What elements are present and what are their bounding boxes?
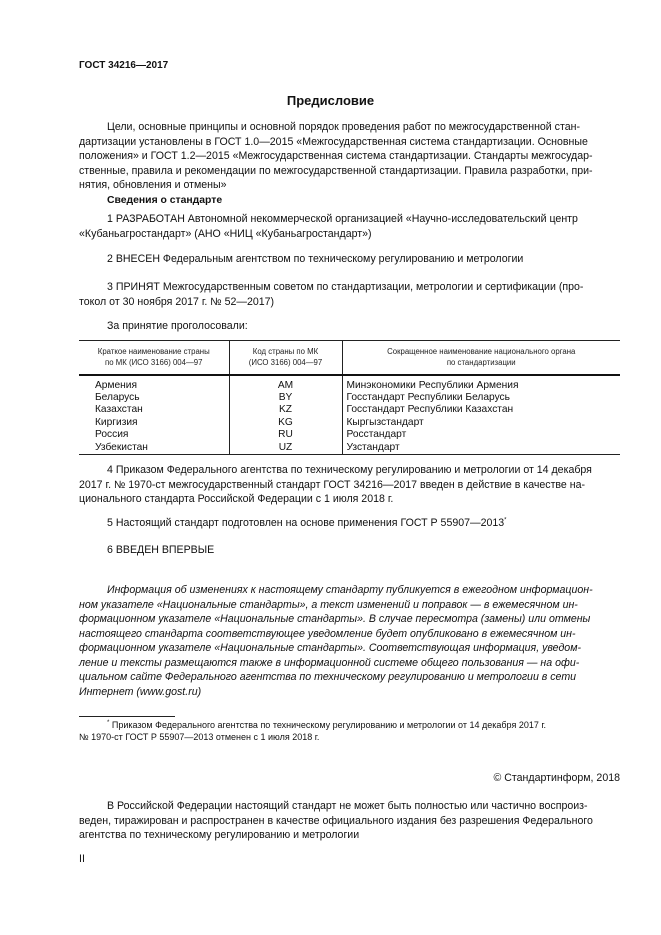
body-cell: Госстандарт Республики Казахстан [342, 404, 620, 416]
country-cell: Киргизия [95, 416, 138, 428]
code-cell: BY [229, 392, 342, 404]
intro-paragraph [79, 120, 620, 193]
item-3-line: 3 ПРИНЯТ Межгосударственным советом по стандартизации, метрологии и сертификации (про- [107, 281, 584, 293]
table-row [79, 429, 620, 441]
intro-line: нятия, обновления и отмены» [79, 179, 227, 191]
voting-table [79, 340, 620, 455]
rights-line: В Российской Федерации настоящий стандарт не может быть полностью или частично воспроиз- [107, 800, 588, 812]
notice-line: формационном указателе «Национальные стандарты». Соответствующая информация, уведом- [79, 642, 581, 654]
intro-line: ственные, правила и рекомендации по межгосударственной стандартизации. Правила разработки, при- [79, 164, 593, 177]
footnote-reference-mark[interactable]: * [504, 517, 507, 524]
country-cell: Беларусь [95, 391, 140, 403]
country-cell: Россия [95, 429, 129, 441]
code-cell: UZ [229, 442, 342, 455]
notice-line: формационном указателе «Национальные стандарты». В случае пересмотра (замены) или отмены [79, 613, 591, 625]
header-line: Сокращенное наименование национального органа [387, 347, 576, 357]
header-country-name [79, 341, 229, 375]
notice-line: Информация об изменениях к настоящему стандарту публикуется в ежегодном информацион- [107, 584, 593, 596]
change-notice-paragraph [79, 583, 620, 699]
body-cell: Минэкономики Республики Армения [342, 375, 620, 392]
intro-line: дартизации установлены в ГОСТ 1.0—2015 «Межгосударственная система стандартизации. Основные [79, 135, 588, 148]
notice-line: Интернет (www.gost.ru) [79, 685, 202, 698]
intro-line: положения» и ГОСТ 1.2—2015 «Межгосударственная система стандартизации. Стандарты межгосудар- [79, 150, 593, 162]
page-title: Предисловие [286, 93, 375, 108]
item-3-line: токол от 30 ноября 2017 г. № 52—2017) [79, 295, 275, 308]
code-cell: KZ [229, 404, 342, 416]
country-cell: Казахстан [95, 404, 143, 416]
country-cell: Узбекистан [79, 442, 229, 455]
notice-line: циальном сайте Федерального агентства по техническому регулированию и метрологии в сети [79, 671, 577, 683]
document-code-header: ГОСТ 34216—2017 [79, 60, 169, 71]
table-row [79, 417, 620, 429]
item-4-paragraph [79, 463, 620, 507]
item-4-line: 4 Приказом Федерального агентства по техническому регулированию и метрологии от 14 декабря [107, 464, 592, 476]
header-national-body [342, 341, 620, 375]
table-row [79, 404, 620, 416]
table-row [79, 442, 620, 455]
table-header-row [79, 341, 620, 375]
header-line: Краткое наименование страны [97, 347, 210, 357]
item-3-paragraph [79, 280, 620, 309]
item-1-line: 1 РАЗРАБОТАН Автономной некоммерческой организацией «Научно-исследовательский центр [107, 213, 578, 225]
notice-line: ление и тексты размещаются также в информационной системе общего пользования — на офи- [79, 656, 580, 669]
header-line: (ИСО 3166) 004—97 [248, 358, 323, 368]
header-line: по стандартизации [446, 358, 516, 368]
info-heading: Сведения о стандарте [107, 195, 223, 206]
table-row [79, 375, 620, 392]
header-line: по МК (ИСО 3166) 004—97 [105, 358, 203, 368]
item-2-paragraph: 2 ВНЕСЕН Федеральным агентством по техническому регулированию и метрологии [107, 253, 524, 265]
item-1-line: «Кубаньагростандарт» (АНО «НИЦ «Кубаньагростандарт») [79, 227, 372, 240]
footnote-text: Приказом Федерального агентства по техническому регулированию и метрологии от 14 декабря 2017 г. [111, 720, 547, 730]
footnote [79, 719, 620, 743]
voted-label: За принятие проголосовали: [107, 320, 248, 332]
footnote-line: № 1970-ст ГОСТ Р 55907—2013 отменен с 1 июля 2018 г. [79, 732, 320, 742]
footnote-line [79, 719, 620, 731]
item-4-line: 2017 г. № 1970-ст межгосударственный стандарт ГОСТ 34216—2017 введен в действие в качестве на- [79, 478, 586, 491]
body-cell: Росстандарт [342, 429, 620, 441]
rights-line: веден, тиражирован и распространен в качестве официального издания без разрешения Федерального [79, 814, 593, 827]
footnote-mark: * [107, 720, 110, 726]
page-number: II [79, 853, 85, 865]
item-5-paragraph [107, 517, 507, 529]
header-line: Код страны по МК [252, 347, 319, 357]
intro-line: Цели, основные принципы и основной порядок проведения работ по межгосударственной стан- [107, 121, 580, 133]
item-6-paragraph: 6 ВВЕДЕН ВПЕРВЫЕ [107, 544, 215, 556]
table-row [79, 392, 620, 404]
code-cell: RU [229, 429, 342, 441]
code-cell: AM [229, 375, 342, 392]
notice-line: настоящего стандарта соответствующее уведомление будет опубликовано в ежемесячном ин- [79, 627, 576, 640]
country-cell: Армения [95, 379, 137, 391]
body-cell: Госстандарт Республики Беларусь [342, 392, 620, 404]
rights-line: агентства по техническому регулированию и метрологии [79, 829, 360, 841]
item-5-text: 5 Настоящий стандарт подготовлен на основе применения ГОСТ Р 55907—2013 [107, 517, 505, 529]
footnote-divider [79, 716, 175, 717]
notice-line: ном указателе «Национальные стандарты», а текст изменений и поправок — в ежемесячном ин- [79, 598, 578, 611]
body-cell: Узстандарт [342, 442, 620, 455]
code-cell: KG [229, 417, 342, 429]
header-country-code [229, 341, 342, 375]
copyright-notice: © Стандартинформ, 2018 [493, 772, 620, 784]
item-4-line: ционального стандарта Российской Федерации с 1 июля 2018 г. [79, 493, 394, 505]
item-1-paragraph [79, 212, 620, 241]
rights-paragraph [79, 799, 620, 843]
body-cell: Кыргызстандарт [342, 417, 620, 429]
